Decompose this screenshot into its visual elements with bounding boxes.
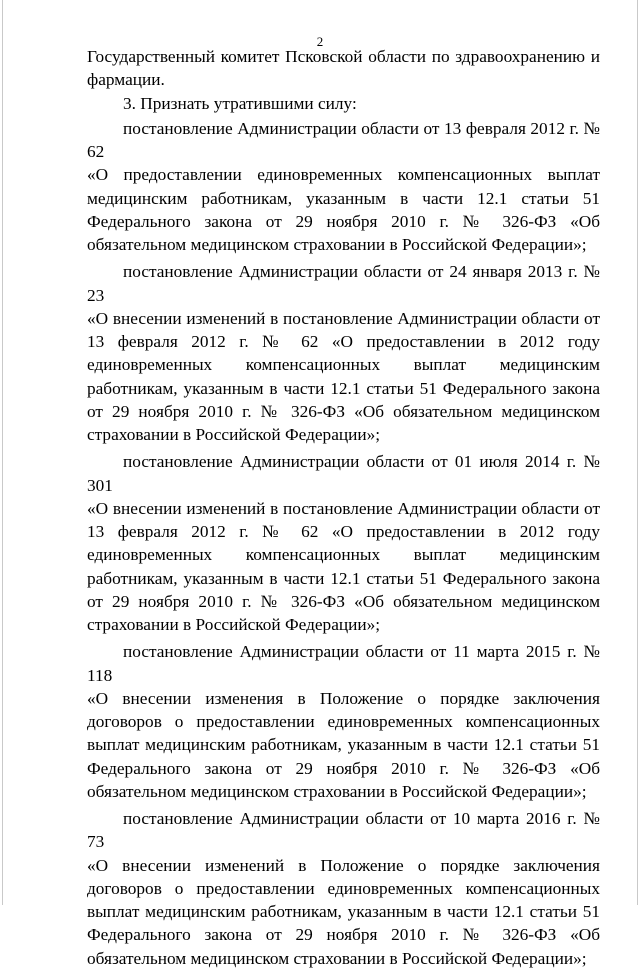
page-number: 2	[316, 34, 324, 49]
left-scan-edge	[2, 0, 3, 905]
repealed-act-3	[87, 450, 600, 636]
act-title: «О внесении изменений в постановление Администрации области от 13 февраля 2012 г. № 62 «О предоставлении в 2012 году единовременных компенсационных выплат медицинским работникам, указанным в части 12.1 статьи 51 Федерального закона от 29 ноября 2010 г. № 326-ФЗ «Об обязательном медицинском страховании в Российской Федерации»;	[87, 308, 600, 444]
act-header: постановление Администрации области от 13 февраля 2012 г. № 62	[87, 118, 600, 161]
act-title: «О предоставлении единовременных компенсационных выплат медицинским работникам, указанным в части 12.1 статьи 51 Федерального закона от 29 ноября 2010 г. № 326-ФЗ «Об обязательном медицинском страховании в Российской Федерации»;	[87, 165, 600, 254]
repealed-act-1	[87, 117, 600, 257]
continuation-paragraph: Государственный комитет Псковской области по здравоохранению и фармации.	[87, 47, 600, 90]
repealed-act-5	[87, 807, 600, 970]
right-scan-edge	[637, 0, 638, 905]
act-title: «О внесении изменений в постановление Администрации области от 13 февраля 2012 г. № 62 «О предоставлении в 2012 году единовременных компенсационных выплат медицинским работникам, указанным в части 12.1 статьи 51 Федерального закона от 29 ноября 2010 г. № 326-ФЗ «Об обязательном медицинском страховании в Российской Федерации»;	[87, 498, 600, 634]
act-header: постановление Администрации области от 01 июля 2014 г. № 301	[87, 452, 600, 495]
clause-heading: 3. Признать утратившими силу:	[123, 93, 357, 113]
document-body	[87, 45, 600, 974]
act-title: «О внесении изменения в Положение о порядке заключения договоров о предоставлении единовременных компенсационных выплат медицинским работникам, указанным в части 12.1 статьи 51 Федерального закона от 29 ноября 2010 г. № 326-ФЗ «Об обязательном медицинском страховании в Российской Федерации»;	[87, 688, 600, 801]
act-header: постановление Администрации области от 10 марта 2016 г. № 73	[87, 809, 600, 852]
act-header: постановление Администрации области от 11 марта 2015 г. № 118	[87, 642, 600, 685]
act-header: постановление Администрации области от 24 января 2013 г. № 23	[87, 262, 600, 305]
repealed-act-4	[87, 640, 600, 803]
repealed-act-2	[87, 260, 600, 446]
act-title: «О внесении изменений в Положение о порядке заключения договоров о предоставлении единовременных компенсационных выплат медицинским работникам, указанным в части 12.1 статьи 51 Федерального закона от 29 ноября 2010 г. № 326-ФЗ «Об обязательном медицинском страховании в Российской Федерации»;	[87, 855, 600, 968]
